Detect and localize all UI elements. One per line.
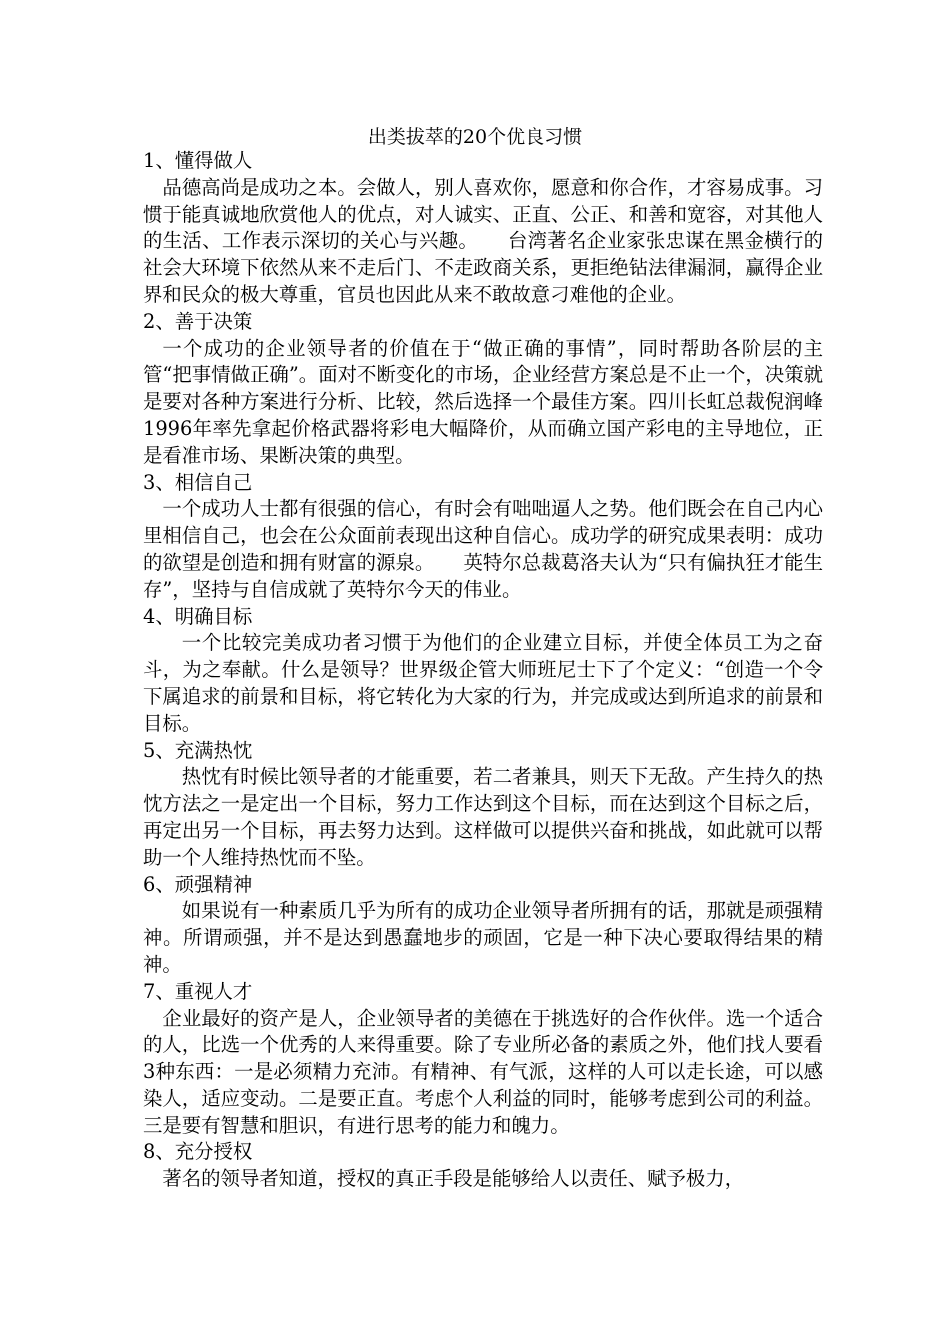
section-heading: 3、相信自己 [143,470,253,494]
section-2 [143,309,823,470]
section-paragraph: 热忱有时候比领导者的才能重要，若二者兼具，则天下无敌。产生持久的热忱方法之一是定出一个目标，努力工作达到这个目标，而在达到这个目标之后，再定出另一个目标，再去努力达到。这样做可以提供兴奋和挑战，如此就可以帮助一个人维持热忱而不坠。 [143,765,823,869]
section-heading: 1、懂得做人 [143,149,253,172]
section-8 [143,1139,823,1193]
section-paragraph: 企业最好的资产是人，企业领导者的美德在于挑选好的合作伙伴。选一个适合的人，比选一个优秀的人来得重要。除了专业所必备的素质之外，他们找人要看3种东西：一是必须精力充沛。有精神、有气派，这样的人可以走长途，可以感染人，适应变动。二是要正直。考虑个人利益的同时，能够考虑到公司的利益。三是要有智慧和胆识，有进行思考的能力和魄力。 [143,1006,823,1137]
section-4 [143,604,823,738]
section-paragraph: 一个成功的企业领导者的价值在于“做正确的事情”，同时帮助各阶层的主管“把事情做正确”。面对不断变化的市场，企业经营方案总是不止一个，决策就是要对各种方案进行分析、比较，然后选择一个最佳方案。四川长虹总裁倪润峰1996年率先拿起价格武器将彩电大幅降价，从而确立国产彩电的主导地位，正是看准市场、果断决策的典型。 [143,336,823,467]
section-heading: 7、重视人才 [143,979,253,1003]
section-paragraph: 一个比较完美成功者习惯于为他们的企业建立目标，并使全体员工为之奋斗，为之奉献。什么是领导？世界级企管大师班尼士下了个定义：“创造一个令下属追求的前景和目标，将它转化为大家的行为，并完成或达到所追求的前景和目标。 [143,631,823,735]
section-6 [143,872,823,979]
section-paragraph: 著名的领导者知道，授权的真正手段是能够给人以责任、赋予极力， [162,1167,745,1191]
section-paragraph: 品德高尚是成功之本。会做人，别人喜欢你，愿意和你合作，才容易成事。习惯于能真诚地欣赏他人的优点，对人诚实、正直、公正、和善和宽容，对其他人的生活、工作表示深切的关心与兴趣。 台湾著名企业家张忠谋在黑金横行的社会大环境下依然从来不走后门、不走政商关系，更拒绝钻法律漏洞，赢得企业界和民众的极大尊重，官员也因此从来不敢故意刁难他的企业。 [143,175,823,306]
section-heading: 4、明确目标 [143,604,253,628]
document-body [143,148,823,1193]
section-paragraph: 一个成功人士都有很强的信心，有时会有咄咄逼人之势。他们既会在自己内心里相信自己，也会在公众面前表现出这种自信心。成功学的研究成果表明：成功的欲望是创造和拥有财富的源泉。 英特尔总裁葛洛夫认为“只有偏执狂才能生存”，坚持与自信成就了英特尔今天的伟业。 [143,497,823,601]
section-heading: 5、充满热忱 [143,738,253,762]
section-7 [143,979,823,1140]
section-3 [143,470,823,604]
section-5 [143,738,823,872]
section-paragraph: 如果说有一种素质几乎为所有的成功企业领导者所拥有的话，那就是顽强精神。所谓顽强，并不是达到愚蠢地步的顽固，它是一种下决心要取得结果的精神。 [143,899,823,976]
document-title: 出类拔萃的20个优良习惯 [367,126,583,148]
section-heading: 2、善于决策 [143,309,253,333]
section-1 [143,148,823,309]
section-heading: 8、充分授权 [143,1140,253,1164]
section-heading: 6、顽强精神 [143,872,253,896]
